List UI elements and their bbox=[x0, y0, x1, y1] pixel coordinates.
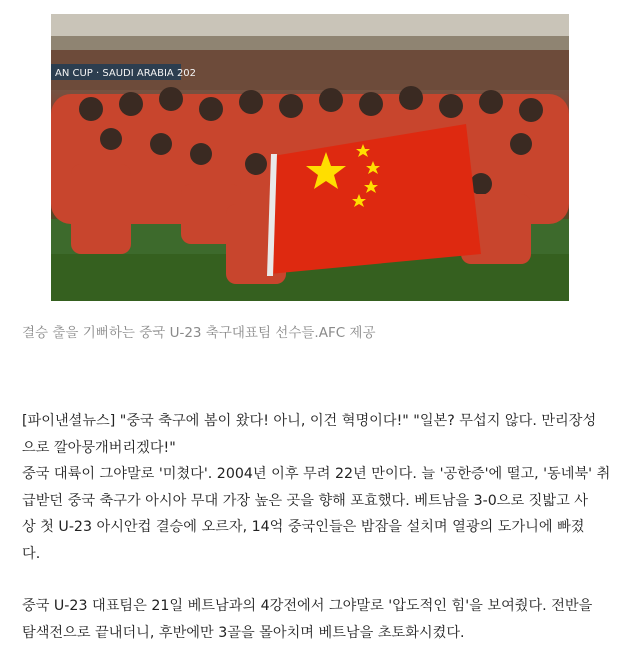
article-line: 탐색전으로 끝내더니, 후반에만 3골을 몰아치며 베트남을 초토화시켰다. bbox=[22, 624, 465, 641]
stadium-banner-text: AN CUP · SAUDI ARABIA 202 bbox=[55, 68, 197, 79]
players-celebrating-with-flag-icon bbox=[51, 14, 569, 301]
article-line: 다. bbox=[22, 545, 41, 562]
article-line: 중국 대륙이 그야말로 '미쳤다'. 2004년 이후 무려 22년 만이다. 늘 '공한증'에 떨고, '동네북' 취 bbox=[22, 466, 611, 482]
article-line: [파이낸셜뉴스] "중국 축구에 봄이 왔다! 아니, 이건 혁명이다!" "일본? 무섭지 않다. 만리장성 bbox=[22, 413, 597, 429]
article-photo bbox=[51, 14, 569, 301]
article-line: 중국 U-23 대표팀은 21일 베트남과의 4강전에서 그야말로 '압도적인 힘'을 보여줬다. 전반을 bbox=[22, 598, 593, 614]
paragraph-gap bbox=[22, 567, 622, 593]
article-body bbox=[22, 408, 622, 646]
article-line: 급받던 중국 축구가 아시아 무대 가장 높은 곳을 향해 포효했다. 베트남을 3-0으로 짓밟고 사 bbox=[22, 492, 588, 509]
article-line: 으로 깔아뭉개버리겠다!" bbox=[22, 439, 176, 456]
photo-caption: 결승 출을 기뻐하는 중국 U-23 축구대표팀 선수들.AFC 제공 bbox=[22, 325, 376, 341]
article-line: 상 첫 U-23 아시안컵 결승에 오르자, 14억 중국인들은 밤잠을 설치며 열광의 도가니에 빠졌 bbox=[22, 519, 585, 535]
